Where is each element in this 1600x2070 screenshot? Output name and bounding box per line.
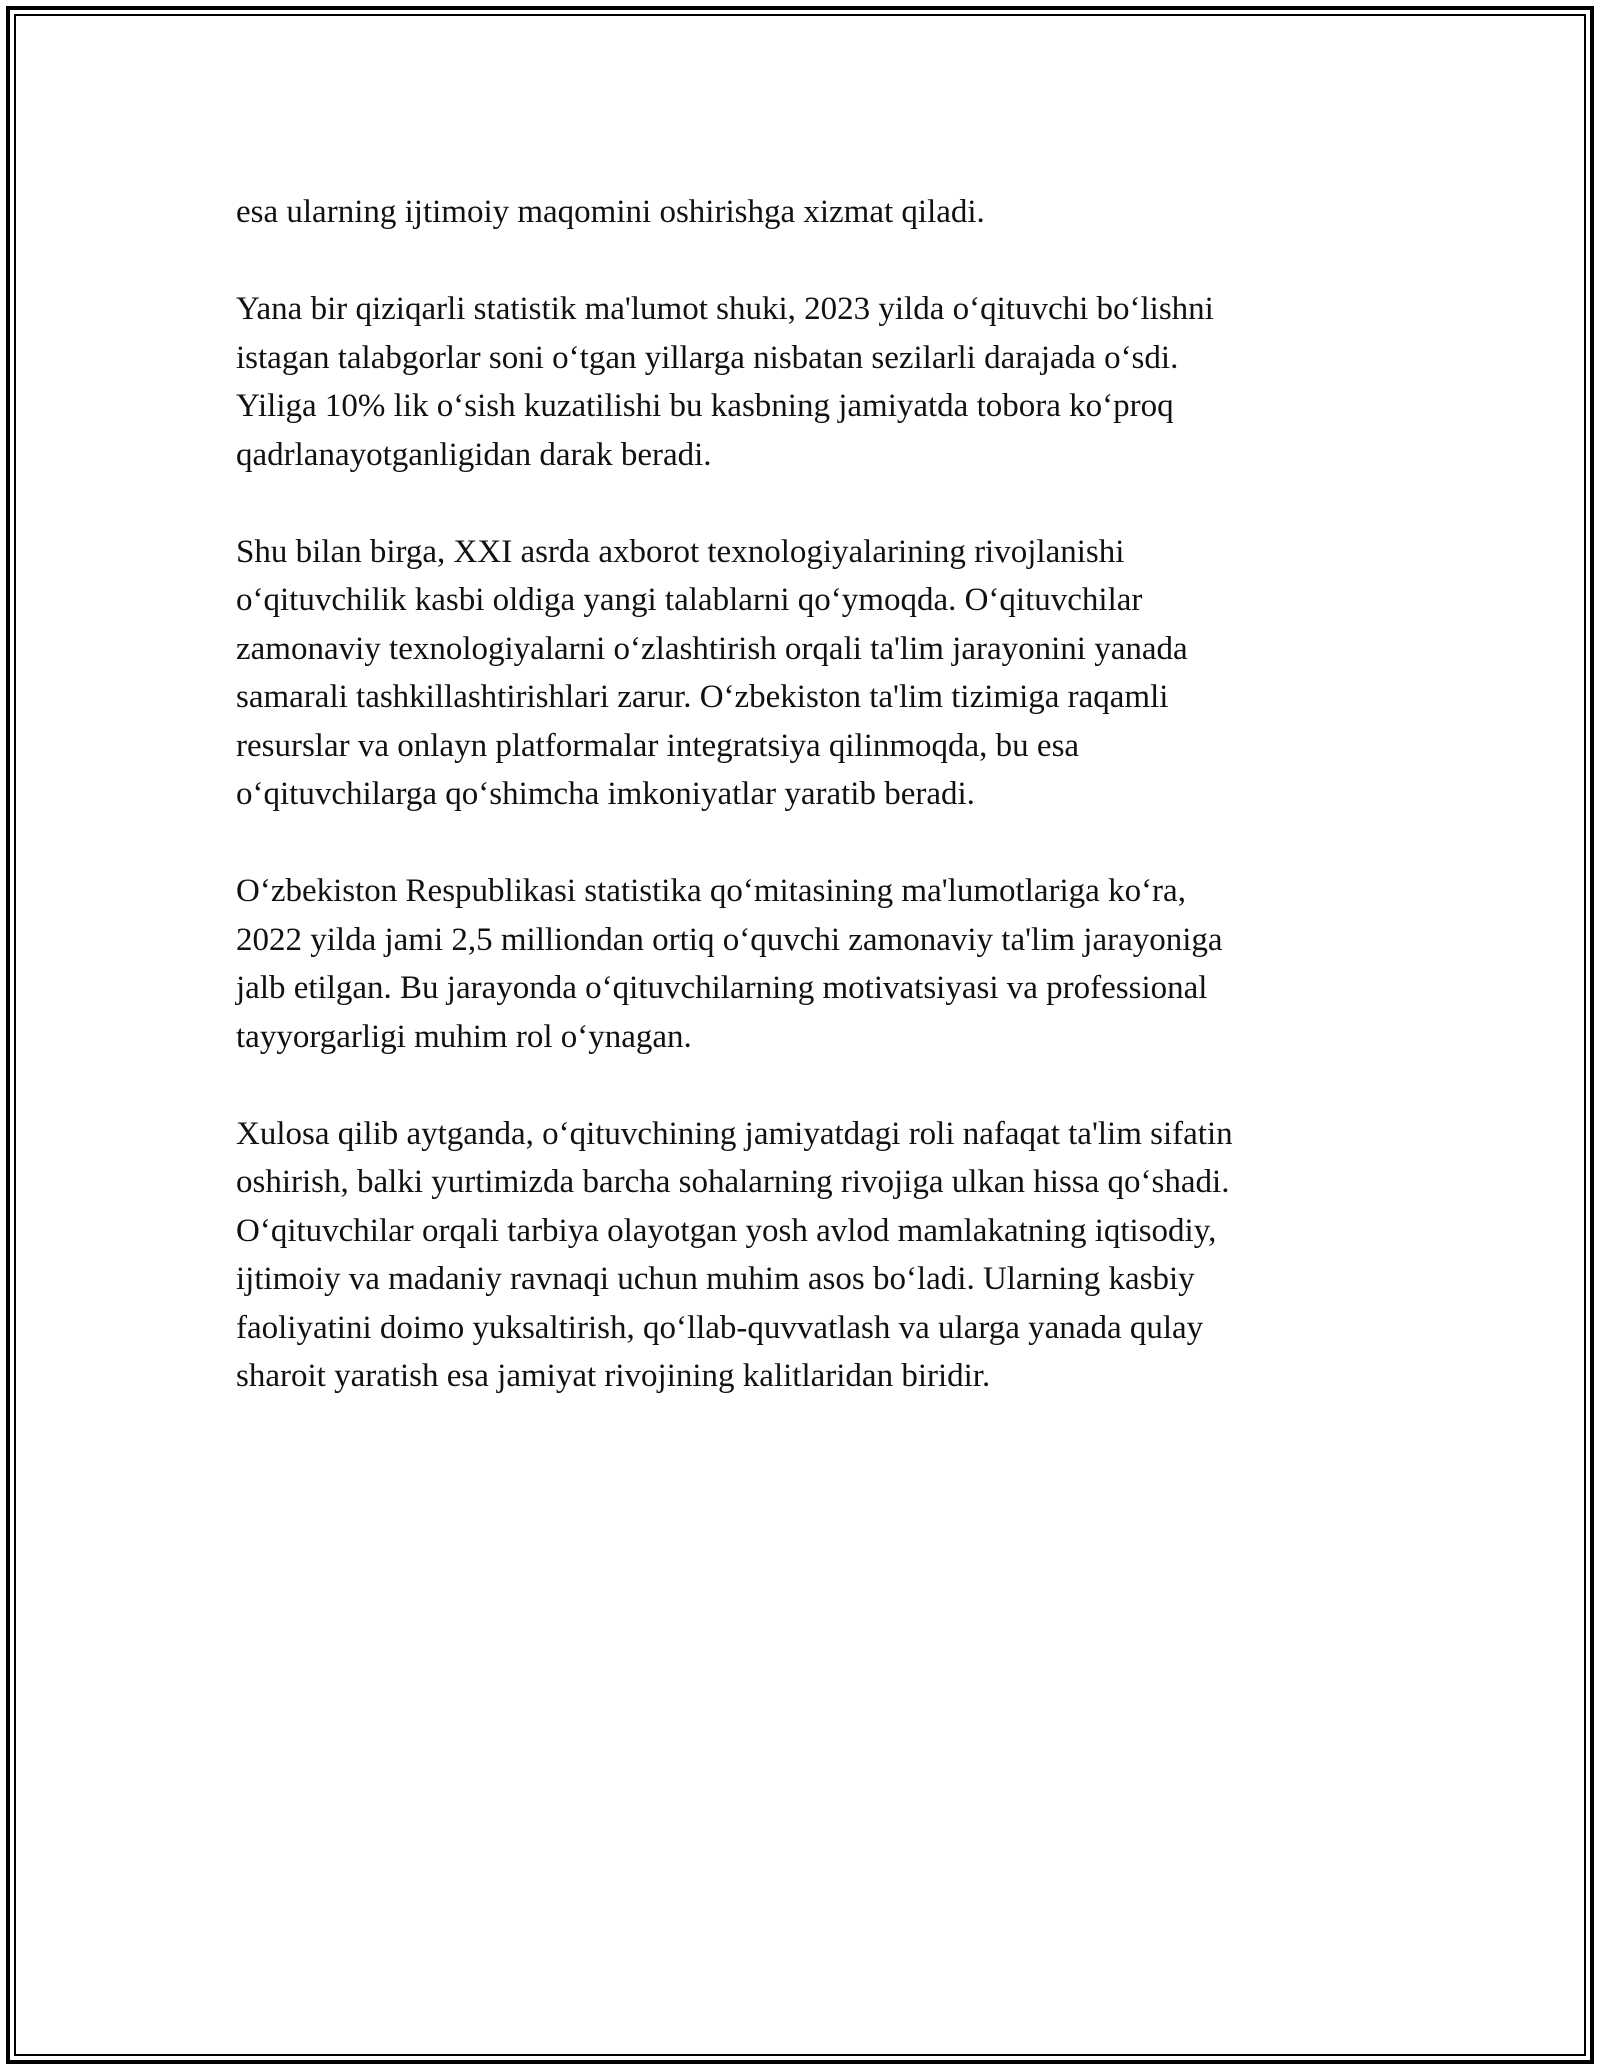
paragraph-4: O‘zbekiston Respublikasi statistika qo‘mitasining ma'lumotlariga ko‘ra, 2022 yilda jami 2,5 milliondan ortiq o‘quvchi zamonaviy ta'lim jarayoniga jalb etilgan. Bu jarayonda o‘qituvchilarning motivatsiyasi va professional tayyorgarligi muhim rol o‘ynagan. bbox=[236, 873, 1223, 1055]
page-body bbox=[236, 188, 1366, 1449]
paragraph-2: Yana bir qiziqarli statistik ma'lumot shuki, 2023 yilda o‘qituvchi bo‘lishni istagan talabgorlar soni o‘tgan yillarga nisbatan sezilarli darajada o‘sdi. Yiliga 10% lik o‘sish kuzatilishi bu kasbning jamiyatda tobora ko‘proq qadrlanayotganligidan darak beradi. bbox=[236, 291, 1214, 473]
paragraph-5: Xulosa qilib aytganda, o‘qituvchining jamiyatdagi roli nafaqat ta'lim sifatin oshirish, balki yurtimizda barcha sohalarning rivojiga ulkan hissa qo‘shadi. O‘qituvchilar orqali tarbiya olayotgan yosh avlod mamlakatning iqtisodiy, ijtimoiy va madaniy ravnaqi uchun muhim asos bo‘ladi. Ularning kasbiy faoliyatini doimo yuksaltirish, qo‘llab-quvvatlash va ularga yanada qulay sharoit yaratish esa jamiyat rivojining kalitlaridan biridir. bbox=[236, 1115, 1233, 1394]
paragraph-1: esa ularning ijtimoiy maqomini oshirishga xizmat qiladi. bbox=[236, 194, 985, 230]
paragraph-3: Shu bilan birga, XXI asrda axborot texnologiyalarining rivojlanishi o‘qituvchilik kasbi oldiga yangi talablarni qo‘ymoqda. O‘qituvchilar zamonaviy texnologiyalarni o‘zlashtirish orqali ta'lim jarayonini yanada samarali tashkillashtirishlari zarur. O‘zbekiston ta'lim tizimiga raqamli resurslar va onlayn platformalar integratsiya qilinmoqda, bu esa o‘qituvchilarga qo‘shimcha imkoniyatlar yaratib beradi. bbox=[236, 533, 1188, 812]
